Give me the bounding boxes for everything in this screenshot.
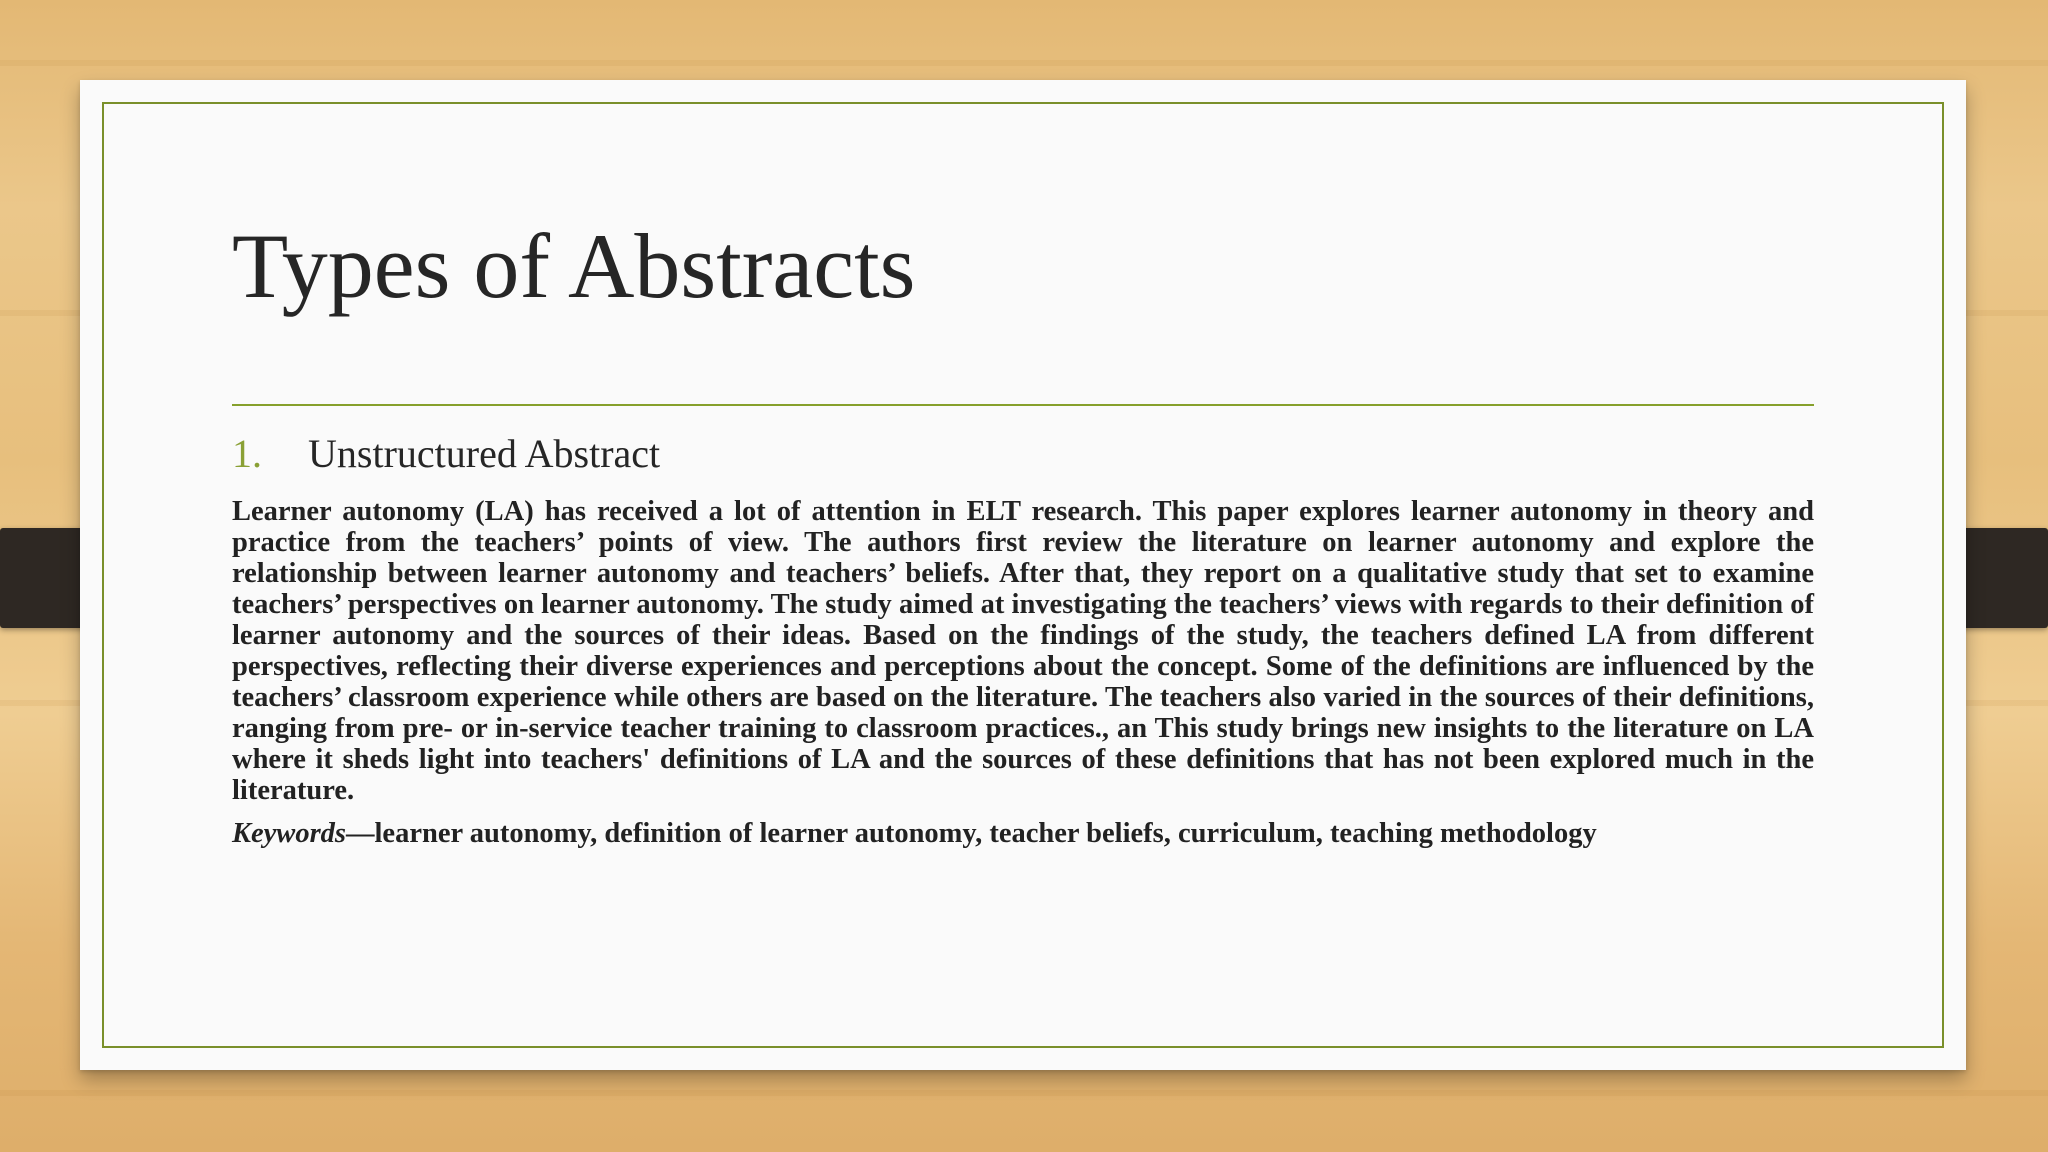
abstract-paragraph: Learner autonomy (LA) has received a lot of attention in ELT research. This paper explores learner autonomy in theory and practice from the teachers’ points of view. The authors first review the literature on learner autonomy and explore the relationship between learner autonomy and teachers’ beliefs. After that, they report on a qualitative study that set to examine teachers’ perspectives on learner autonomy. The study aimed at investigating the teachers’ views with regards to their definition of learner autonomy and the sources of their ideas. Based on the findings of the study, the teachers defined LA from different perspectives, reflecting their diverse experiences and perceptions about the concept. Some of the definitions are influenced by the teachers’ classroom experience while others are based on the literature. The teachers also varied in the sources of their definitions, ranging from pre- or in-service teacher training to classroom practices., an This study brings new insights to the literature on LA where it sheds light into teachers' definitions of LA and the sources of these definitions that has not been explored much in the literature.: [232, 496, 1814, 806]
wood-grain: [0, 60, 2048, 66]
heading-label: Unstructured Abstract: [308, 431, 661, 476]
title-divider: [232, 404, 1814, 406]
keywords-label: Keywords: [232, 818, 346, 849]
slide: [80, 80, 1966, 1070]
list-heading: [232, 432, 660, 476]
slide-title: Types of Abstracts: [232, 215, 916, 317]
keywords-text: —learner autonomy, definition of learner autonomy, teacher beliefs, curriculum, teaching methodology: [346, 818, 1597, 849]
keywords-line: [232, 818, 1832, 850]
wood-grain: [0, 1090, 2048, 1096]
list-number: 1.: [232, 431, 262, 476]
